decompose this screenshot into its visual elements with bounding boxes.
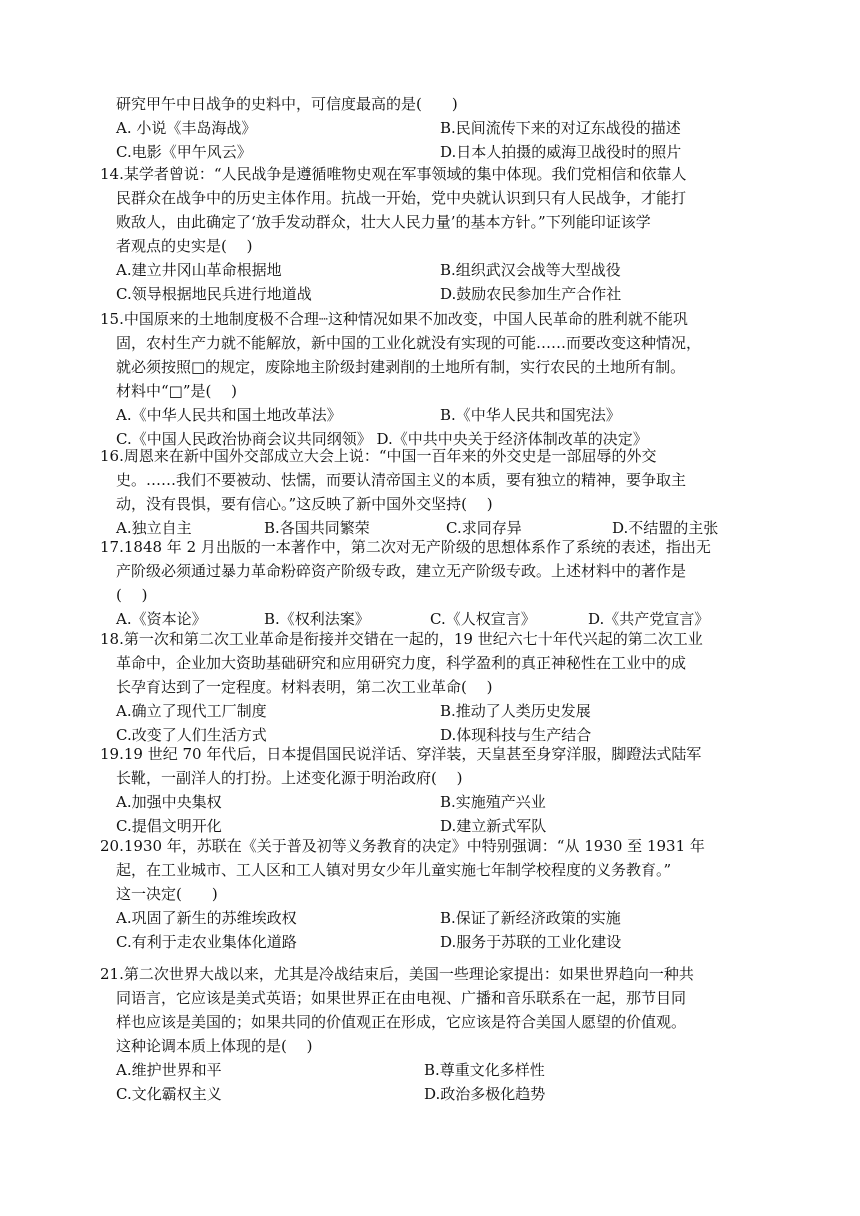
question-20-stem-line: 起，在工业城市、工人区和工人镇对男女少年儿童实施七年制学校程度的义务教育。” — [116, 861, 672, 879]
option-b[interactable]: B.民间流传下来的对辽东战役的描述 — [440, 119, 681, 137]
question-21-options-row-2 — [100, 1082, 780, 1106]
question-14-stem-line: 民群众在战争中的历史主体作用。抗战一开始，党中央就认识到只有人民战争，才能打 — [116, 189, 687, 207]
question-19-options-row-1 — [100, 790, 780, 814]
question-20-stem-line: 这一决定( ) — [116, 885, 218, 903]
option-b[interactable]: B.《权利法案》 — [264, 610, 370, 628]
option-a[interactable]: A. 小说《丰岛海战》 — [116, 119, 257, 137]
option-a[interactable]: A.《中华人民共和国土地改革法》 — [116, 406, 342, 424]
question-14-stem-line: 14.某学者曾说：“人民战争是遵循唯物史观在军事领域的集中体现。我们党相信和依靠人 — [100, 165, 687, 183]
question-17-stem-line: ( ) — [116, 586, 148, 604]
option-d[interactable]: D.鼓励农民参加生产合作社 — [440, 285, 622, 303]
option-d[interactable]: D.日本人拍摄的威海卫战役时的照片 — [440, 143, 682, 161]
option-a[interactable]: A.巩固了新生的苏维埃政权 — [116, 909, 297, 927]
option-b[interactable]: B.推动了人类历史发展 — [440, 702, 591, 720]
question-16-stem-line: 动，没有畏惧，要有信心。”这反映了新中国外交坚持( ) — [116, 495, 493, 513]
question-15-options-row-1 — [100, 403, 780, 427]
option-a[interactable]: A.建立井冈山革命根据地 — [116, 261, 282, 279]
option-a[interactable]: A.独立自主 — [116, 519, 192, 537]
option-d[interactable]: D.《共产党宣言》 — [588, 610, 710, 628]
question-20 — [100, 834, 780, 954]
option-c-and-d[interactable]: C.《中国人民政治协商会议共同纲领》 D.《中共中央关于经济体制改革的决定》 — [116, 430, 648, 448]
question-14-stem-line: 败敌人，由此确定了‘放手发动群众，壮大人民力量’的基本方针。”下列能印证该学 — [116, 213, 651, 231]
question-21-stem-line: 这种论调本质上体现的是( ) — [116, 1037, 313, 1055]
option-b[interactable]: B.各国共同繁荣 — [264, 519, 370, 537]
question-16 — [100, 444, 780, 540]
question-18-stem-line: 长孕育达到了一定程度。材料表明，第二次工业革命( ) — [116, 678, 493, 696]
option-c[interactable]: C.《人权宣言》 — [430, 610, 536, 628]
question-14-options-row-2 — [100, 282, 780, 306]
option-d[interactable]: D.建立新式军队 — [440, 817, 547, 835]
question-17-stem-line: 产阶级必须通过暴力革命粉碎资产阶级专政，建立无产阶级专政。上述材料中的著作是 — [116, 562, 687, 580]
question-14 — [100, 162, 780, 306]
option-d[interactable]: D.服务于苏联的工业化建设 — [440, 933, 622, 951]
option-b[interactable]: B.实施殖产兴业 — [440, 793, 546, 811]
question-15-stem-line: 固，农村生产力就不能解放，新中国的工业化就没有实现的可能……而要改变这种情况， — [116, 334, 702, 352]
question-16-stem-line: 16.周恩来在新中国外交部成立大会上说：“中国一百年来的外交史是一部屈辱的外交 — [100, 447, 657, 465]
option-a[interactable]: A.《资本论》 — [116, 610, 207, 628]
question-18-stem-line: 18.第一次和第二次工业革命是衔接并交错在一起的，19 世纪六七十年代兴起的第二次工业 — [100, 630, 703, 648]
question-14-options-row-1 — [100, 258, 780, 282]
question-18 — [100, 627, 780, 747]
question-15-stem-line: 就必须按照□的规定，废除地主阶级封建剥削的土地所有制，实行农民的土地所有制。 — [116, 358, 686, 376]
question-14-stem-line: 者观点的史实是( ) — [116, 237, 253, 255]
option-c[interactable]: C.电影《甲午风云》 — [116, 143, 252, 161]
option-c[interactable]: C.领导根据地民兵进行地道战 — [116, 285, 312, 303]
question-21-stem-line: 同语言，它应该是美式英语；如果世界正在由电视、广播和音乐联系在一起，那节目同 — [116, 989, 687, 1007]
question-19-stem-line: 长靴，一副洋人的打扮。上述变化源于明治政府( ) — [116, 769, 463, 787]
option-a[interactable]: A.加强中央集权 — [116, 793, 222, 811]
question-15 — [100, 307, 780, 451]
option-c[interactable]: C.求同存异 — [446, 519, 522, 537]
option-b[interactable]: B.保证了新经济政策的实施 — [440, 909, 621, 927]
question-21 — [100, 962, 780, 1106]
option-c[interactable]: C.文化霸权主义 — [116, 1085, 222, 1103]
question-13 — [100, 92, 780, 164]
option-b[interactable]: B.组织武汉会战等大型战役 — [440, 261, 621, 279]
question-18-options-row-1 — [100, 699, 780, 723]
question-21-options-row-1 — [100, 1058, 780, 1082]
option-c[interactable]: C.有利于走农业集体化道路 — [116, 933, 297, 951]
question-19 — [100, 742, 780, 838]
question-15-stem-line: 15.中国原来的土地制度极不合理┈这种情况如果不加改变，中国人民革命的胜利就不能巩 — [100, 310, 688, 328]
question-18-stem-line: 革命中，企业加大资助基础研究和应用研究力度，科学盈利的真正神秘性在工业中的成 — [116, 654, 687, 672]
question-13-options-row-1 — [100, 116, 780, 140]
question-16-stem-line: 史。……我们不要被动、怯懦，而要认清帝国主义的本质，要有独立的精神，要争取主 — [116, 471, 687, 489]
question-17-stem-line: 17.1848 年 2 月出版的一本著作中，第二次对无产阶级的思想体系作了系统的表述，指出无 — [100, 538, 711, 556]
question-20-stem-line: 20.1930 年，苏联在《关于普及初等义务教育的决定》中特别强调：“从 1930 至 1931 年 — [100, 837, 705, 855]
option-b[interactable]: B.《中华人民共和国宪法》 — [440, 406, 621, 424]
question-15-stem-line: 材料中“□”是( ) — [116, 382, 237, 400]
option-d[interactable]: D.体现科技与生产结合 — [440, 726, 592, 744]
question-13-options-row-2 — [100, 140, 780, 164]
question-13-stem: 研究甲午中日战争的史料中，可信度最高的是( ) — [116, 95, 458, 113]
question-20-options-row-2 — [100, 930, 780, 954]
option-d[interactable]: D.不结盟的主张 — [612, 519, 719, 537]
option-c[interactable]: C.改变了人们生活方式 — [116, 726, 267, 744]
option-a[interactable]: A.确立了现代工厂制度 — [116, 702, 267, 720]
option-c[interactable]: C.提倡文明开化 — [116, 817, 222, 835]
question-20-options-row-1 — [100, 906, 780, 930]
option-b[interactable]: B.尊重文化多样性 — [424, 1061, 545, 1079]
question-17 — [100, 535, 780, 631]
question-19-stem-line: 19.19 世纪 70 年代后，日本提倡国民说洋话、穿洋装，天皇甚至身穿洋服，脚蹬法式陆军 — [100, 745, 702, 763]
question-21-stem-line: 样也应该是美国的；如果共同的价值观正在形成，它应该是符合美国人愿望的价值观。 — [116, 1013, 687, 1031]
option-a[interactable]: A.维护世界和平 — [116, 1061, 222, 1079]
option-d[interactable]: D.政治多极化趋势 — [424, 1085, 546, 1103]
question-21-stem-line: 21.第二次世界大战以来，尤其是冷战结束后，美国一些理论家提出：如果世界趋向一种共 — [100, 965, 694, 983]
